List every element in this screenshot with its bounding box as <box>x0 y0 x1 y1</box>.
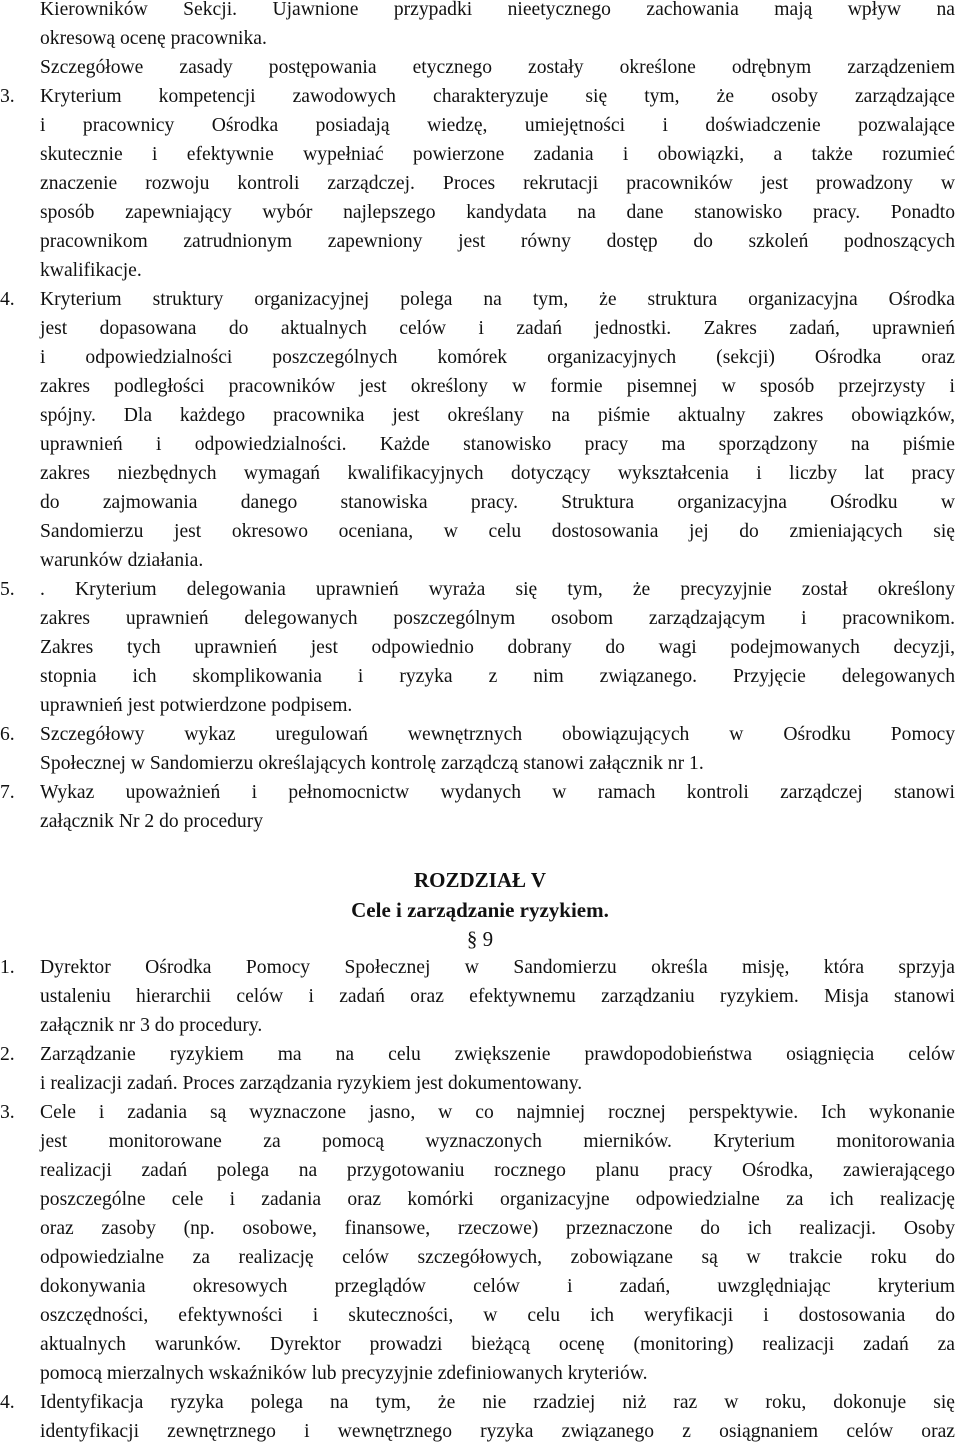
text-line: znaczenie rozwoju kontroli zarządczej. Proces rekrutacji pracowników jest prowadzony w <box>40 173 955 194</box>
paragraph-mark: § 9 <box>466 927 494 951</box>
text-line: zakres podległości pracowników jest określony w formie pisemnej w sposób przejrzysty i <box>40 376 955 397</box>
text-line: aktualnych warunków. Dyrektor prowadzi bieżącą ocenę (monitoring) realizacji zadań za <box>40 1334 955 1355</box>
text-line: Szczegółowy wykaz uregulowań wewnętrznych obowiązujących w Ośrodku Pomocy <box>40 724 955 745</box>
text-line: Dyrektor Ośrodka Pomocy Społecznej w Sandomierzu określa misję, która sprzyja <box>40 957 955 978</box>
text-line: kwalifikacje. <box>40 260 142 281</box>
text-line: warunków działania. <box>40 550 204 571</box>
text-line: Zarządzanie ryzykiem ma na celu zwiększenie prawdopodobieństwa osiągnięcia celów <box>40 1044 955 1065</box>
list-number: 4. <box>0 1392 15 1413</box>
text-line: i pracownicy Ośrodka posiadają wiedzę, umiejętności i doświadczenie pozwalające <box>40 115 955 136</box>
list-number: 5. <box>0 579 15 600</box>
text-line: dokonywania okresowych przeglądów celów i zadań, uwzględniając kryterium <box>40 1276 955 1297</box>
text-line: oszczędności, efektywności i skuteczności, w celu ich weryfikacji i dostosowania do <box>40 1305 955 1326</box>
text-line: odpowiedzialne za realizację celów szczegółowych, zobowiązane są w trakcie roku do <box>40 1247 955 1268</box>
text-line: Identyfikacja ryzyka polega na tym, że nie rzadziej niż raz w roku, dokonuje się <box>40 1392 955 1413</box>
text-line: oraz zasoby (np. osobowe, finansowe, rzeczowe) przeznaczone do ich realizacji. Osoby <box>40 1218 955 1239</box>
text-line: poszczególne cele i zadania oraz komórki organizacyjne odpowiedzialne za ich realizację <box>40 1189 955 1210</box>
text-line: jest dopasowana do aktualnych celów i zadań jednostki. Zakres zadań, uprawnień <box>40 318 955 339</box>
list-number: 1. <box>0 957 15 978</box>
text-line: do zajmowania danego stanowiska pracy. Struktura organizacyjna Ośrodku w <box>40 492 955 513</box>
text-line: identyfikacji zewnętrznego i wewnętrznego ryzyka związanego z osiągnaniem celów oraz <box>40 1421 955 1442</box>
text-line: Społecznej w Sandomierzu określających kontrolę zarządczą stanowi załącznik nr 1. <box>40 753 704 774</box>
text-line: zakres niezbędnych wymagań kwalifikacyjnych dotyczący wykształcenia i liczby lat pracy <box>40 463 955 484</box>
text-line: stopnia ich skomplikowania i ryzyka z nim związanego. Przyjęcie delegowanych <box>40 666 955 687</box>
text-line: Zakres tych uprawnień jest odpowiednio dobrany do wagi podejmowanych decyzji, <box>40 637 955 658</box>
text-line: uprawnień i odpowiedzialności. Każde stanowisko pracy ma sporządzony na piśmie <box>40 434 955 455</box>
list-number: 3. <box>0 1102 15 1123</box>
text-line: zakres uprawnień delegowanych poszczególnym osobom zarządzającym i pracownikom. <box>40 608 955 629</box>
text-line: ustaleniu hierarchii celów i zadań oraz efektywnemu zarządzaniu ryzykiem. Misja stanowi <box>40 986 955 1007</box>
text-line: spójny. Dla każdego pracownika jest określany na piśmie aktualny zakres obowiązków, <box>40 405 955 426</box>
text-line: skutecznie i efektywnie wypełniać powierzone zadania i obowiązki, a także rozumieć <box>40 144 955 165</box>
text-line: Sandomierzu jest okresowo oceniana, w celu dostosowania jej do zmieniających się <box>40 521 955 542</box>
text-line: Kierowników Sekcji. Ujawnione przypadki nieetycznego zachowania mają wpływ na <box>40 0 955 20</box>
text-line: Kryterium kompetencji zawodowych charakteryzuje się tym, że osoby zarządzające <box>40 86 955 107</box>
chapter-title: ROZDZIAŁ V <box>413 868 547 892</box>
text-line: pomocą mierzalnych wskaźników lub precyzyjnie zdefiniowanych kryteriów. <box>40 1363 648 1384</box>
text-line: załącznik Nr 2 do procedury <box>40 811 264 832</box>
text-line: Kryterium struktury organizacyjnej polega na tym, że struktura organizacyjna Ośrodka <box>40 289 955 310</box>
text-line: i odpowiedzialności poszczególnych komórek organizacyjnych (sekcji) Ośrodka oraz <box>40 347 955 368</box>
text-line: Cele i zadania są wyznaczone jasno, w co najmniej rocznej perspektywie. Ich wykonanie <box>40 1102 955 1123</box>
text-line: uprawnień jest potwierdzone podpisem. <box>40 695 353 716</box>
text-line: . Kryterium delegowania uprawnień wyraża się tym, że precyzyjnie został określony <box>40 579 955 600</box>
text-line: Wykaz upoważnień i pełnomocnictw wydanych w ramach kontroli zarządczej stanowi <box>40 782 955 803</box>
text-line: okresową ocenę pracownika. <box>40 28 267 49</box>
list-number: 7. <box>0 782 15 803</box>
text-line: pracownikom zatrudnionym zapewniony jest równy dostęp do szkoleń podnoszących <box>40 231 955 252</box>
text-line: załącznik nr 3 do procedury. <box>40 1015 263 1036</box>
text-line: Szczegółowe zasady postępowania etycznego zostały określone odrębnym zarządzeniem <box>40 57 955 78</box>
text-line: jest monitorowane za pomocą wyznaczonych mierników. Kryterium monitorowania <box>40 1131 955 1152</box>
list-number: 3. <box>0 86 15 107</box>
list-number: 4. <box>0 289 15 310</box>
text-line: sposób zapewniający wybór najlepszego kandydata na dane stanowisko pracy. Ponadto <box>40 202 955 223</box>
text-line: i realizacji zadań. Proces zarządzania ryzykiem jest dokumentowany. <box>40 1073 583 1094</box>
chapter-subtitle: Cele i zarządzanie ryzykiem. <box>351 898 609 922</box>
text-line: realizacji zadań polega na przygotowaniu rocznego planu pracy Ośrodka, zawierającego <box>40 1160 955 1181</box>
list-number: 6. <box>0 724 15 745</box>
list-number: 2. <box>0 1044 15 1065</box>
